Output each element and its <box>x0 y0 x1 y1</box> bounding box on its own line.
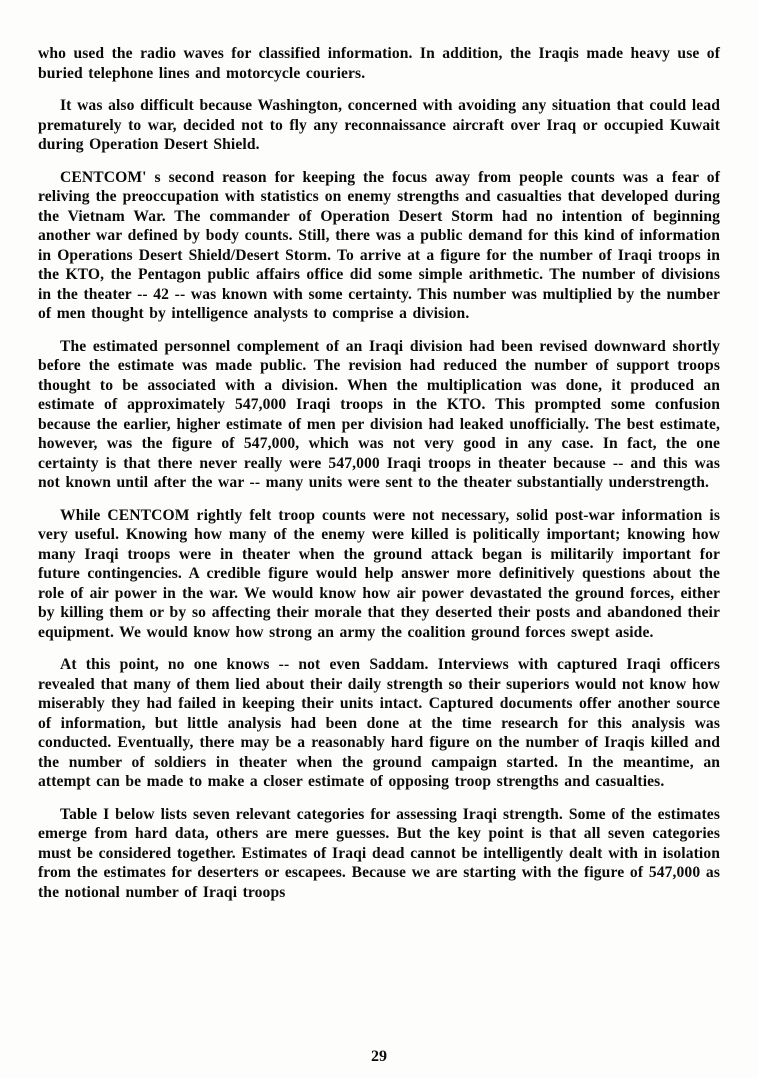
paragraph: who used the radio waves for classified information. In addition, the Iraqis made heavy use of buried telephone lines and motorcycle couriers. <box>38 45 720 82</box>
page-number: 29 <box>371 1048 387 1065</box>
paragraph: At this point, no one knows -- not even Saddam. Interviews with captured Iraqi officers revealed that many of them lied about their daily strength so their superiors would not know how miserably they had failed in keeping their units intact. Captured documents offer another source of information, but little analysis had been done at the time research for this analysis was conducted. Eventually, there may be a reasonably hard figure on the number of Iraqis killed and the number of soldiers in theater when the ground campaign started. In the meantime, an attempt can be made to make a closer estimate of opposing troop strengths and casualties. <box>38 656 720 790</box>
paragraph: Table I below lists seven relevant categories for assessing Iraqi strength. Some of the estimates emerge from hard data, others are mere guesses. But the key point is that all seven categories must be considered together. Estimates of Iraqi dead cannot be intelligently dealt with in isolation from the estimates for deserters or escapees. Because we are starting with the figure of 547,000 as the notional number of Iraqi troops <box>38 805 720 901</box>
page-body <box>38 44 720 915</box>
paragraph: While CENTCOM rightly felt troop counts were not necessary, solid post-war information is very useful. Knowing how many of the enemy were killed is politically important; knowing how many Iraqi troops were in theater when the ground attack began is militarily important for future contingencies. A credible figure would help answer more definitively questions about the role of air power in the war. We would know how air power devastated the ground forces, either by killing them or by so affecting their morale that they deserted their posts and abandoned their equipment. We would know how strong an army the coalition ground forces swept aside. <box>38 506 720 641</box>
paragraph: It was also difficult because Washington, concerned with avoiding any situation that could lead prematurely to war, decided not to fly any reconnaissance aircraft over Iraq or occupied Kuwait during Operation Desert Shield. <box>38 97 720 153</box>
paragraph: The estimated personnel complement of an Iraqi division had been revised downward shortly before the estimate was made public. The revision had reduced the number of support troops thought to be associated with a division. When the multiplication was done, it produced an estimate of approximately 547,000 Iraqi troops in the KTO. This prompted some confusion because the earlier, higher estimate of men per division had leaked unofficially. The best estimate, however, was the figure of 547,000, which was not very good in any case. In fact, the one certainty is that there never really were 547,000 Iraqi troops in theater because -- and this was not known until after the war -- many units were sent to the theater substantially understrength. <box>38 337 720 491</box>
paragraph: CENTCOM' s second reason for keeping the focus away from people counts was a fear of reliving the preoccupation with statistics on enemy strengths and casualties that developed during the Vietnam War. The commander of Operation Desert Storm had no intention of beginning another war defined by body counts. Still, there was a public demand for this kind of information in Operations Desert Shield/Desert Storm. To arrive at a figure for the number of Iraqi troops in the KTO, the Pentagon public affairs office did some simple arithmetic. The number of divisions in the theater -- 42 -- was known with some certainty. This number was multiplied by the number of men thought by intelligence analysts to comprise a division. <box>38 168 720 322</box>
